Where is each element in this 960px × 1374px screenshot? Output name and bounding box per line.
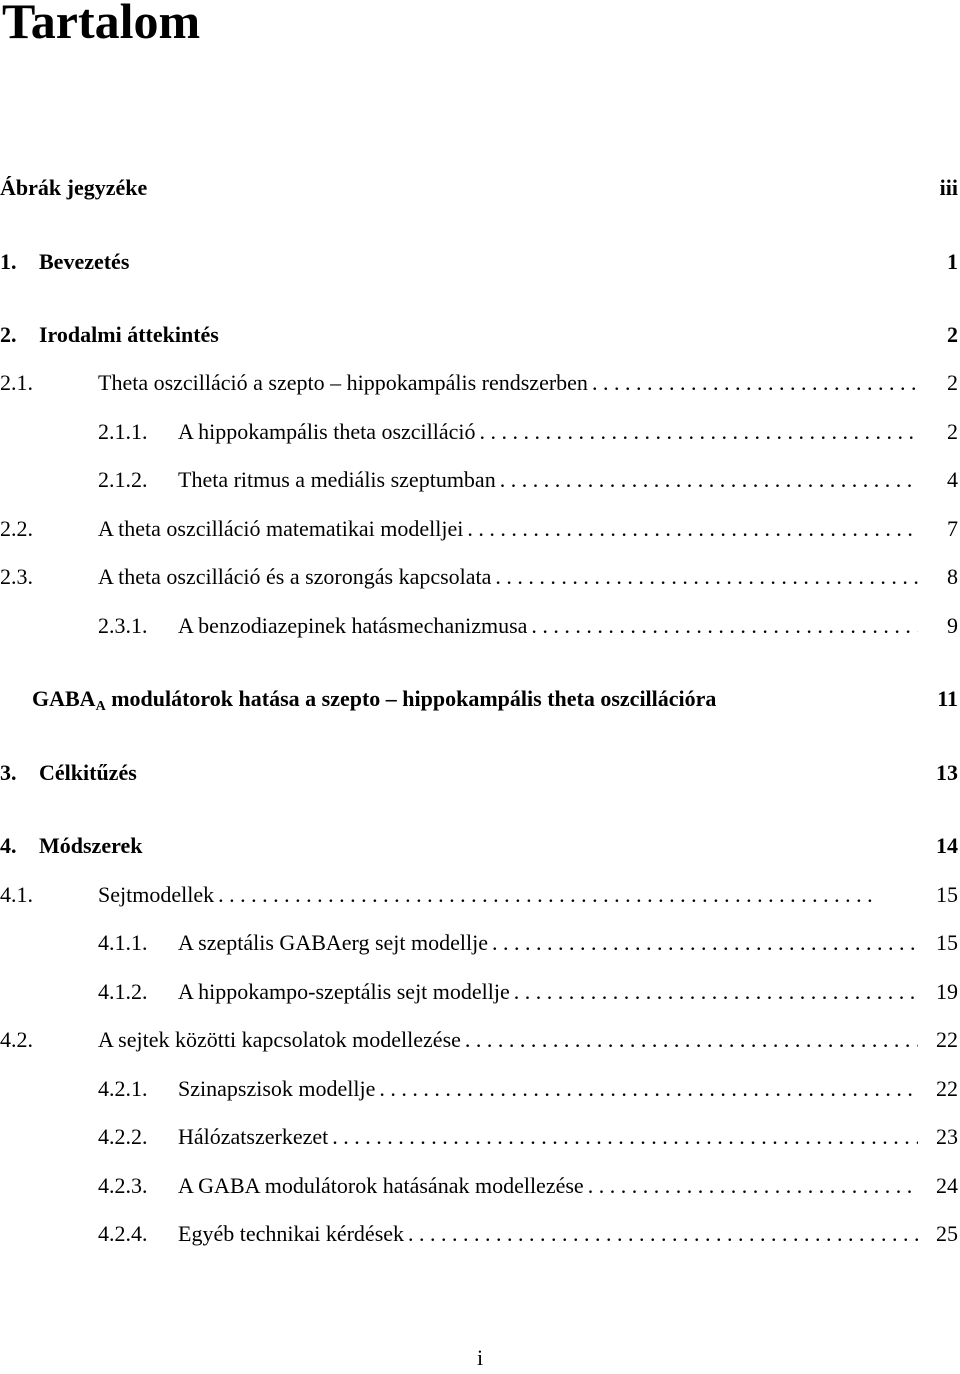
toc-entry-subsection-2-1-2[interactable] bbox=[0, 464, 958, 496]
toc-entry-text: Célkitűzés bbox=[39, 760, 137, 785]
toc-entry-text: Hálózatszerkezet bbox=[178, 1124, 329, 1149]
toc-entry-text: Szinapszisok modellje bbox=[178, 1076, 376, 1101]
page-number-footer: i bbox=[476, 1345, 484, 1370]
toc-entry-text: A benzodiazepinek hatásmechanizmusa bbox=[178, 613, 528, 638]
toc-entry-text: A sejtek közötti kapcsolatok modellezése bbox=[98, 1027, 461, 1052]
toc-entry-section-4-2[interactable] bbox=[0, 1024, 958, 1056]
toc-dot-leader bbox=[463, 513, 918, 545]
toc-entry-page: 2 bbox=[947, 370, 958, 395]
toc-entry-page: 4 bbox=[947, 467, 958, 492]
toc-dot-leader bbox=[584, 1170, 918, 1202]
toc-entry-page: 14 bbox=[936, 833, 958, 858]
toc-entry-subsection-4-1-1[interactable] bbox=[0, 927, 958, 959]
toc-entry-subsection-4-2-1[interactable] bbox=[0, 1073, 958, 1105]
toc-entry-text: Bevezetés bbox=[39, 249, 130, 274]
toc-dot-leader bbox=[527, 610, 918, 642]
toc-entry-number: 3. bbox=[0, 760, 17, 785]
toc-entry-chapter-1[interactable] bbox=[0, 246, 958, 278]
toc-entry-number: 4.2. bbox=[0, 1027, 33, 1052]
toc-entry-chapter-4[interactable] bbox=[0, 830, 958, 862]
toc-entry-list-of-figures[interactable] bbox=[0, 172, 958, 204]
toc-entry-section-4-1[interactable] bbox=[0, 879, 958, 911]
toc-dot-leader bbox=[461, 1024, 918, 1056]
toc-entry-number: 4.2.4. bbox=[98, 1221, 148, 1246]
toc-entry-text: A theta oszcilláció és a szorongás kapcsolata bbox=[98, 564, 492, 589]
toc-dot-leader bbox=[510, 976, 918, 1008]
toc-entry-page: 22 bbox=[936, 1027, 958, 1052]
toc-entry-text: A GABA modulátorok hatásának modellezése bbox=[178, 1173, 584, 1198]
toc-entry-text: Sejtmodellek bbox=[98, 882, 215, 907]
toc-entry-number: 2.3.1. bbox=[98, 613, 148, 638]
toc-dot-leader bbox=[588, 367, 918, 399]
toc-entry-page: 15 bbox=[936, 930, 958, 955]
toc-entry-number: 2. bbox=[0, 322, 17, 347]
toc-entry-number: 4.1.1. bbox=[98, 930, 148, 955]
toc-entry-page: 8 bbox=[947, 564, 958, 589]
toc-entry-number: 4.1. bbox=[0, 882, 33, 907]
toc-entry-page: 25 bbox=[936, 1221, 958, 1246]
toc-entry-number: 4. bbox=[0, 833, 17, 858]
toc-entry-number: 4.2.2. bbox=[98, 1124, 148, 1149]
toc-entry-text: A szeptális GABAerg sejt modellje bbox=[178, 930, 488, 955]
toc-entry-number: 2.2. bbox=[0, 516, 33, 541]
toc-entry-number: 4.2.3. bbox=[98, 1173, 148, 1198]
toc-entry-subsection-4-2-4[interactable] bbox=[0, 1218, 958, 1250]
toc-entry-subsection-4-2-2[interactable] bbox=[0, 1121, 958, 1153]
toc-entry-section-2-1[interactable] bbox=[0, 367, 958, 399]
toc-entry-subsection-4-2-3[interactable] bbox=[0, 1170, 958, 1202]
toc-entry-text: A theta oszcilláció matematikai modelljei bbox=[98, 516, 464, 541]
toc-entry-chapter-3[interactable] bbox=[0, 757, 958, 789]
toc-entry-text: A hippokampo-szeptális sejt modellje bbox=[178, 979, 510, 1004]
toc-entry-number: 2.3. bbox=[0, 564, 33, 589]
toc-entry-gaba-modulators[interactable] bbox=[0, 683, 958, 715]
toc-entry-text: Theta ritmus a mediális szeptumban bbox=[178, 467, 496, 492]
toc-entry-text: A hippokampális theta oszcilláció bbox=[178, 419, 476, 444]
toc-entry-text: $GABA_A$ modulátorok hatása a szepto – hippokampális theta oszcillációra bbox=[32, 686, 717, 714]
toc-entry-number: 2.1.2. bbox=[98, 467, 148, 492]
toc-entry-page: 19 bbox=[936, 979, 958, 1004]
toc-entry-page: 15 bbox=[936, 882, 958, 907]
toc-entry-page: 2 bbox=[947, 322, 958, 347]
toc-entry-page: 22 bbox=[936, 1076, 958, 1101]
toc-entry-page: 1 bbox=[947, 249, 958, 274]
toc-dot-leader bbox=[476, 416, 918, 448]
toc-dot-leader bbox=[488, 927, 918, 959]
toc-dot-leader bbox=[496, 464, 918, 496]
toc-entry-section-2-3[interactable] bbox=[0, 561, 958, 593]
page-title: Tartalom bbox=[2, 0, 201, 49]
toc-entry-page: 2 bbox=[947, 419, 958, 444]
toc-entry-number: 2.1.1. bbox=[98, 419, 148, 444]
toc-entry-number: 4.2.1. bbox=[98, 1076, 148, 1101]
toc-dot-leader bbox=[328, 1121, 918, 1153]
toc-dot-leader bbox=[375, 1073, 918, 1105]
toc-entry-page: iii bbox=[939, 175, 958, 200]
toc-entry-text: Irodalmi áttekintés bbox=[39, 322, 219, 347]
toc-dot-leader bbox=[214, 879, 918, 911]
toc-entry-page: 24 bbox=[936, 1173, 958, 1198]
toc-entry-page: 9 bbox=[947, 613, 958, 638]
toc-entry-page: 13 bbox=[936, 760, 958, 785]
toc-entry-section-2-2[interactable] bbox=[0, 513, 958, 545]
toc-entry-number: 2.1. bbox=[0, 370, 33, 395]
toc-entry-page: 7 bbox=[947, 516, 958, 541]
toc-dot-leader bbox=[404, 1218, 918, 1250]
toc-entry-text: Módszerek bbox=[39, 833, 143, 858]
toc-entry-subsection-4-1-2[interactable] bbox=[0, 976, 958, 1008]
toc-entry-chapter-2[interactable] bbox=[0, 319, 958, 351]
toc-entry-subsection-2-1-1[interactable] bbox=[0, 416, 958, 448]
toc-dot-leader bbox=[491, 561, 918, 593]
toc-entry-subsection-2-3-1[interactable] bbox=[0, 610, 958, 642]
toc-entry-page: 23 bbox=[936, 1124, 958, 1149]
toc-entry-text: Ábrák jegyzéke bbox=[0, 175, 148, 200]
toc-entry-number: 1. bbox=[0, 249, 17, 274]
toc-entry-page: 11 bbox=[937, 686, 958, 711]
toc-entry-text: Egyéb technikai kérdések bbox=[178, 1221, 405, 1246]
toc-entry-text: Theta oszcilláció a szepto – hippokampális rendszerben bbox=[98, 370, 588, 395]
toc-entry-number: 4.1.2. bbox=[98, 979, 148, 1004]
